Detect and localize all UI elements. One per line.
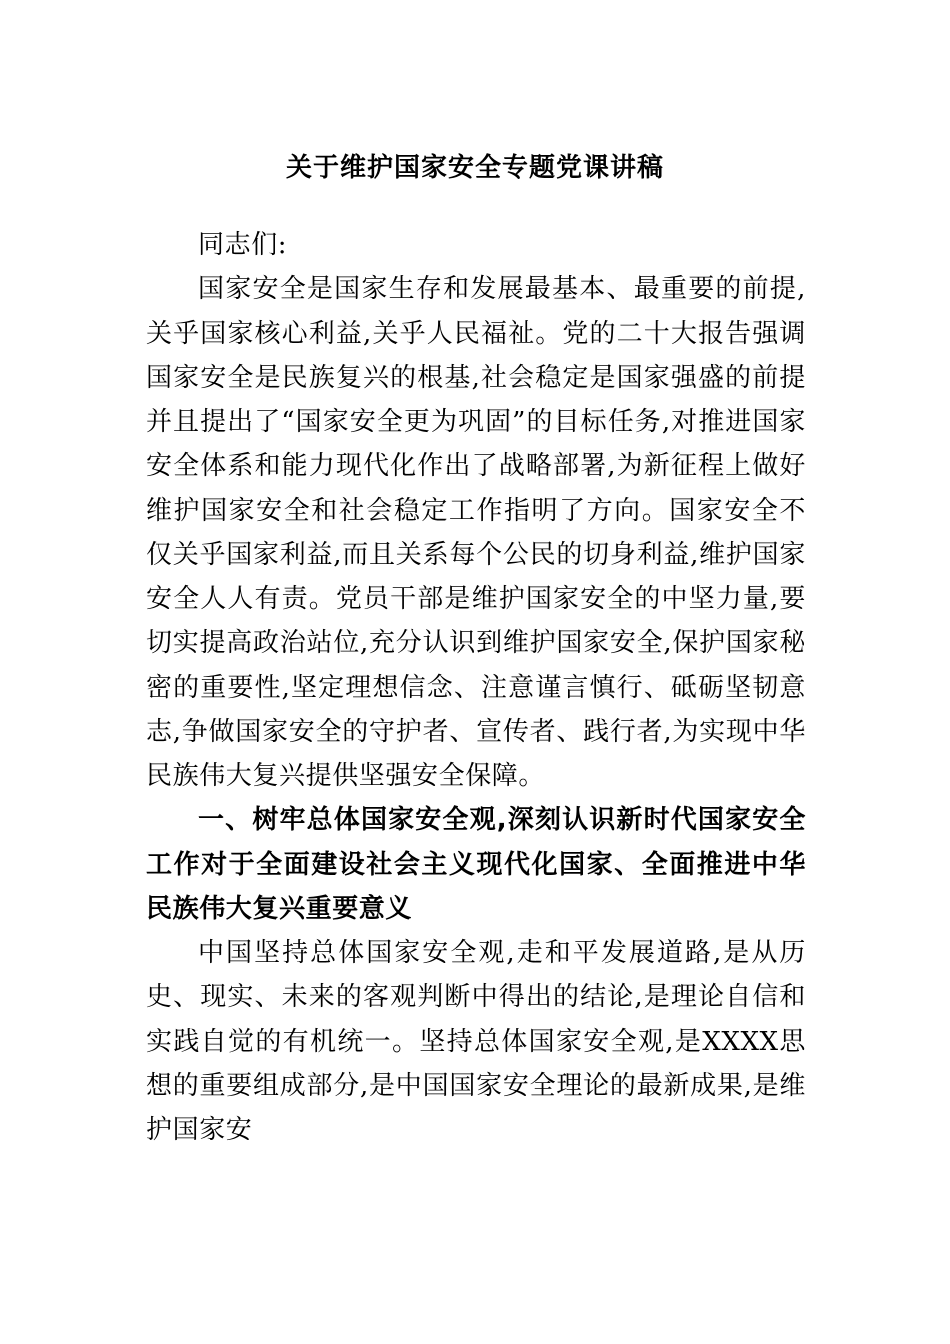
salutation: 同志们: <box>198 230 288 260</box>
section-heading-1: 一、树牢总体国家安全观,深刻认识新时代国家安全工作对于全面建设社会主义现代化国家、全面推进中华民族伟大复兴重要意义 <box>146 805 806 924</box>
document-body <box>146 223 806 1152</box>
document-title: 关于维护国家安全专题党课讲稿 <box>285 153 664 183</box>
intro-paragraph: 国家安全是国家生存和发展最基本、最重要的前提,关乎国家核心利益,关乎人民福祉。党的二十大报告强调国家安全是民族复兴的根基,社会稳定是国家强盛的前提并且提出了“国家安全更为巩固”的目标任务,对推进国家安全体系和能力现代化作出了战略部署,为新征程上做好维护国家安全和社会稳定工作指明了方向。国家安全不仅关乎国家利益,而且关系每个公民的切身利益,维护国家安全人人有责。党员干部是维护国家安全的中坚力量,要切实提高政治站位,充分认识到维护国家安全,保护国家秘密的重要性,坚定理想信念、注意谨言慎行、砥砺坚韧意志,争做国家安全的守护者、宣传者、践行者,为实现中华民族伟大复兴提供坚强安全保障。 <box>146 274 806 791</box>
section-1-paragraph: 中国坚持总体国家安全观,走和平发展道路,是从历史、现实、未来的客观判断中得出的结论,是理论自信和实践自觉的有机统一。坚持总体国家安全观,是XXXX思想的重要组成部分,是中国国家安全理论的最新成果,是维护国家安 <box>146 938 806 1145</box>
